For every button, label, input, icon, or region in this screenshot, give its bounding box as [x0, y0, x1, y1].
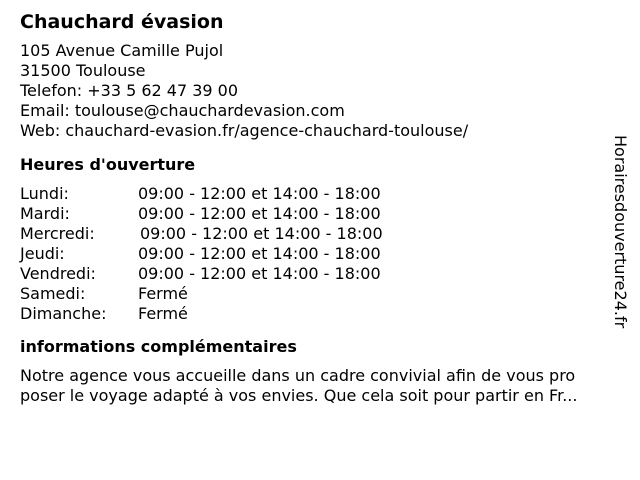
business-card — [20, 9, 620, 406]
site-watermark — [612, 135, 632, 345]
opening-hours-title: Heures d'ouverture — [20, 155, 196, 174]
time-value: 09:00 - 12:00 et 14:00 - 18:00 — [138, 204, 381, 223]
day-label: Mardi: — [20, 204, 70, 223]
time-value: Fermé — [138, 284, 188, 303]
hours-row-wednesday — [20, 224, 620, 244]
additional-info-title: informations complémentaires — [20, 337, 297, 356]
website-url: Web: chauchard-evasion.fr/agence-chauchard-toulouse/ — [20, 121, 469, 140]
day-label: Dimanche: — [20, 304, 107, 323]
description-line-2: poser le voyage adapté à vos envies. Que cela soit pour partir en Fr... — [20, 386, 578, 405]
business-name: Chauchard évasion — [20, 11, 224, 33]
day-label: Vendredi: — [20, 264, 96, 283]
time-value: 09:00 - 12:00 et 14:00 - 18:00 — [138, 184, 381, 203]
time-value: 09:00 - 12:00 et 14:00 - 18:00 — [138, 264, 381, 283]
address-line-street: 105 Avenue Camille Pujol — [20, 41, 224, 60]
description-line-1: Notre agence vous accueille dans un cadre convivial afin de vous pro — [20, 366, 576, 385]
day-label: Lundi: — [20, 184, 69, 203]
hours-row-thursday — [20, 244, 620, 264]
email-address: Email: toulouse@chauchardevasion.com — [20, 101, 345, 120]
hours-row-sunday — [20, 304, 620, 324]
day-label: Mercredi: — [20, 224, 95, 243]
time-value: Fermé — [138, 304, 188, 323]
phone-number: Telefon: +33 5 62 47 39 00 — [20, 81, 239, 100]
address-line-city: 31500 Toulouse — [20, 61, 146, 80]
time-value: 09:00 - 12:00 et 14:00 - 18:00 — [138, 244, 381, 263]
hours-row-monday — [20, 184, 620, 204]
hours-row-saturday — [20, 284, 620, 304]
day-label: Samedi: — [20, 284, 86, 303]
hours-row-friday — [20, 264, 620, 284]
hours-row-tuesday — [20, 204, 620, 224]
time-value: 09:00 - 12:00 et 14:00 - 18:00 — [140, 224, 383, 243]
opening-hours-table — [20, 184, 620, 324]
day-label: Jeudi: — [20, 244, 65, 263]
watermark-text: Horairesdouverture24.fr — [611, 135, 630, 329]
